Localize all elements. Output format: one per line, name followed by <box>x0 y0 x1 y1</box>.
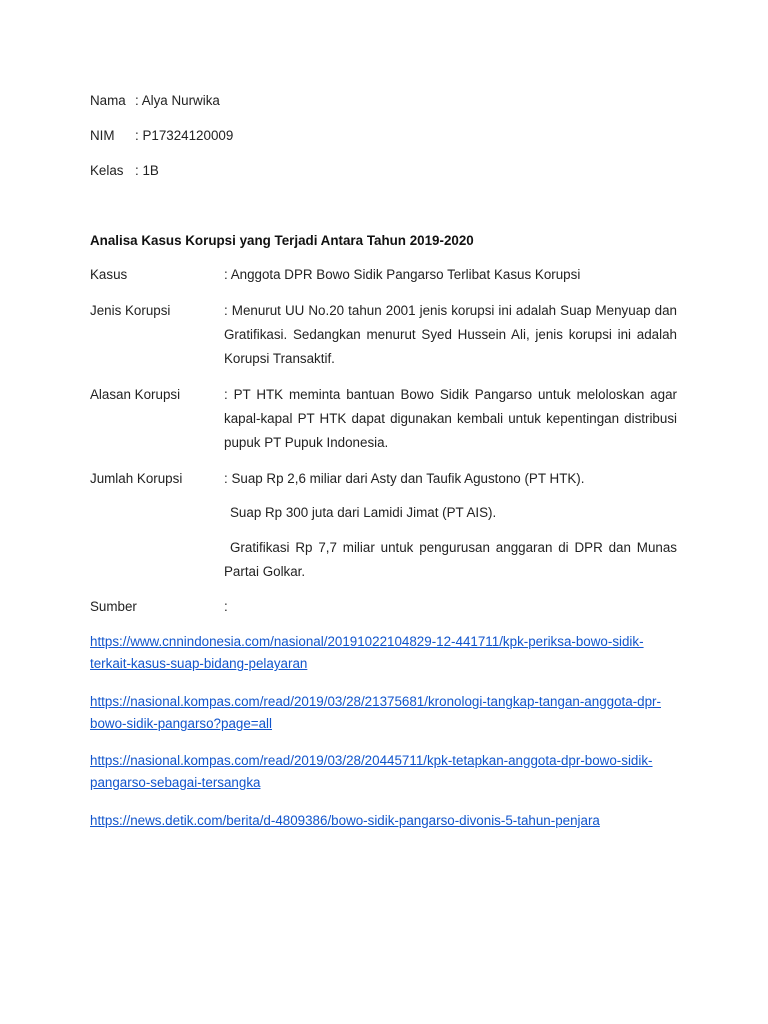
jenis-korupsi-label: Jenis Korupsi <box>90 303 171 318</box>
nama-value: : Alya Nurwika <box>135 93 220 108</box>
jumlah-korupsi-value-3: Gratifikasi Rp 7,7 miliar untuk pengurusan anggaran di DPR dan Munas Partai Golkar. <box>224 540 677 579</box>
document-heading: Analisa Kasus Korupsi yang Terjadi Antara Tahun 2019-2020 <box>90 233 474 248</box>
kasus-value: : Anggota DPR Bowo Sidik Pangarso Terlibat Kasus Korupsi <box>224 267 581 282</box>
nim-value: : P17324120009 <box>135 128 234 143</box>
nama-label: Nama <box>90 93 126 108</box>
sumber-value: : <box>224 599 228 614</box>
kelas-value: : 1B <box>135 163 159 178</box>
source-link[interactable]: https://nasional.kompas.com/read/2019/03/28/21375681/kronologi-tangkap-tangan-anggota-dpr-bowo-sidik-pangarso?page=all <box>90 694 661 731</box>
jumlah-korupsi-value-1: : Suap Rp 2,6 miliar dari Asty dan Taufik Agustono (PT HTK). <box>224 471 585 486</box>
jumlah-korupsi-label: Jumlah Korupsi <box>90 471 183 486</box>
alasan-korupsi-label: Alasan Korupsi <box>90 387 181 402</box>
jenis-korupsi-value: : Menurut UU No.20 tahun 2001 jenis korupsi ini adalah Suap Menyuap dan Gratifikasi. Sedangkan menurut Syed Hussein Ali, jenis korupsi ini adalah Korupsi Transaktif. <box>224 303 677 366</box>
source-link[interactable]: https://www.cnnindonesia.com/nasional/20191022104829-12-441711/kpk-periksa-bowo-sidik-terkait-kasus-suap-bidang-pelayaran <box>90 634 644 671</box>
nim-label: NIM <box>90 128 115 143</box>
sumber-label: Sumber <box>90 599 137 614</box>
jumlah-korupsi-value-2: Suap Rp 300 juta dari Lamidi Jimat (PT AIS). <box>230 505 497 520</box>
kelas-label: Kelas <box>90 163 124 178</box>
source-link[interactable]: https://news.detik.com/berita/d-4809386/bowo-sidik-pangarso-divonis-5-tahun-penjara <box>90 813 600 828</box>
kasus-label: Kasus <box>90 267 128 282</box>
alasan-korupsi-value: : PT HTK meminta bantuan Bowo Sidik Pangarso untuk meloloskan agar kapal-kapal PT HTK dapat digunakan kembali untuk kepentingan distribusi pupuk PT Pupuk Indonesia. <box>224 387 677 450</box>
source-link[interactable]: https://nasional.kompas.com/read/2019/03/28/20445711/kpk-tetapkan-anggota-dpr-bowo-sidik-pangarso-sebagai-tersangka <box>90 753 653 790</box>
